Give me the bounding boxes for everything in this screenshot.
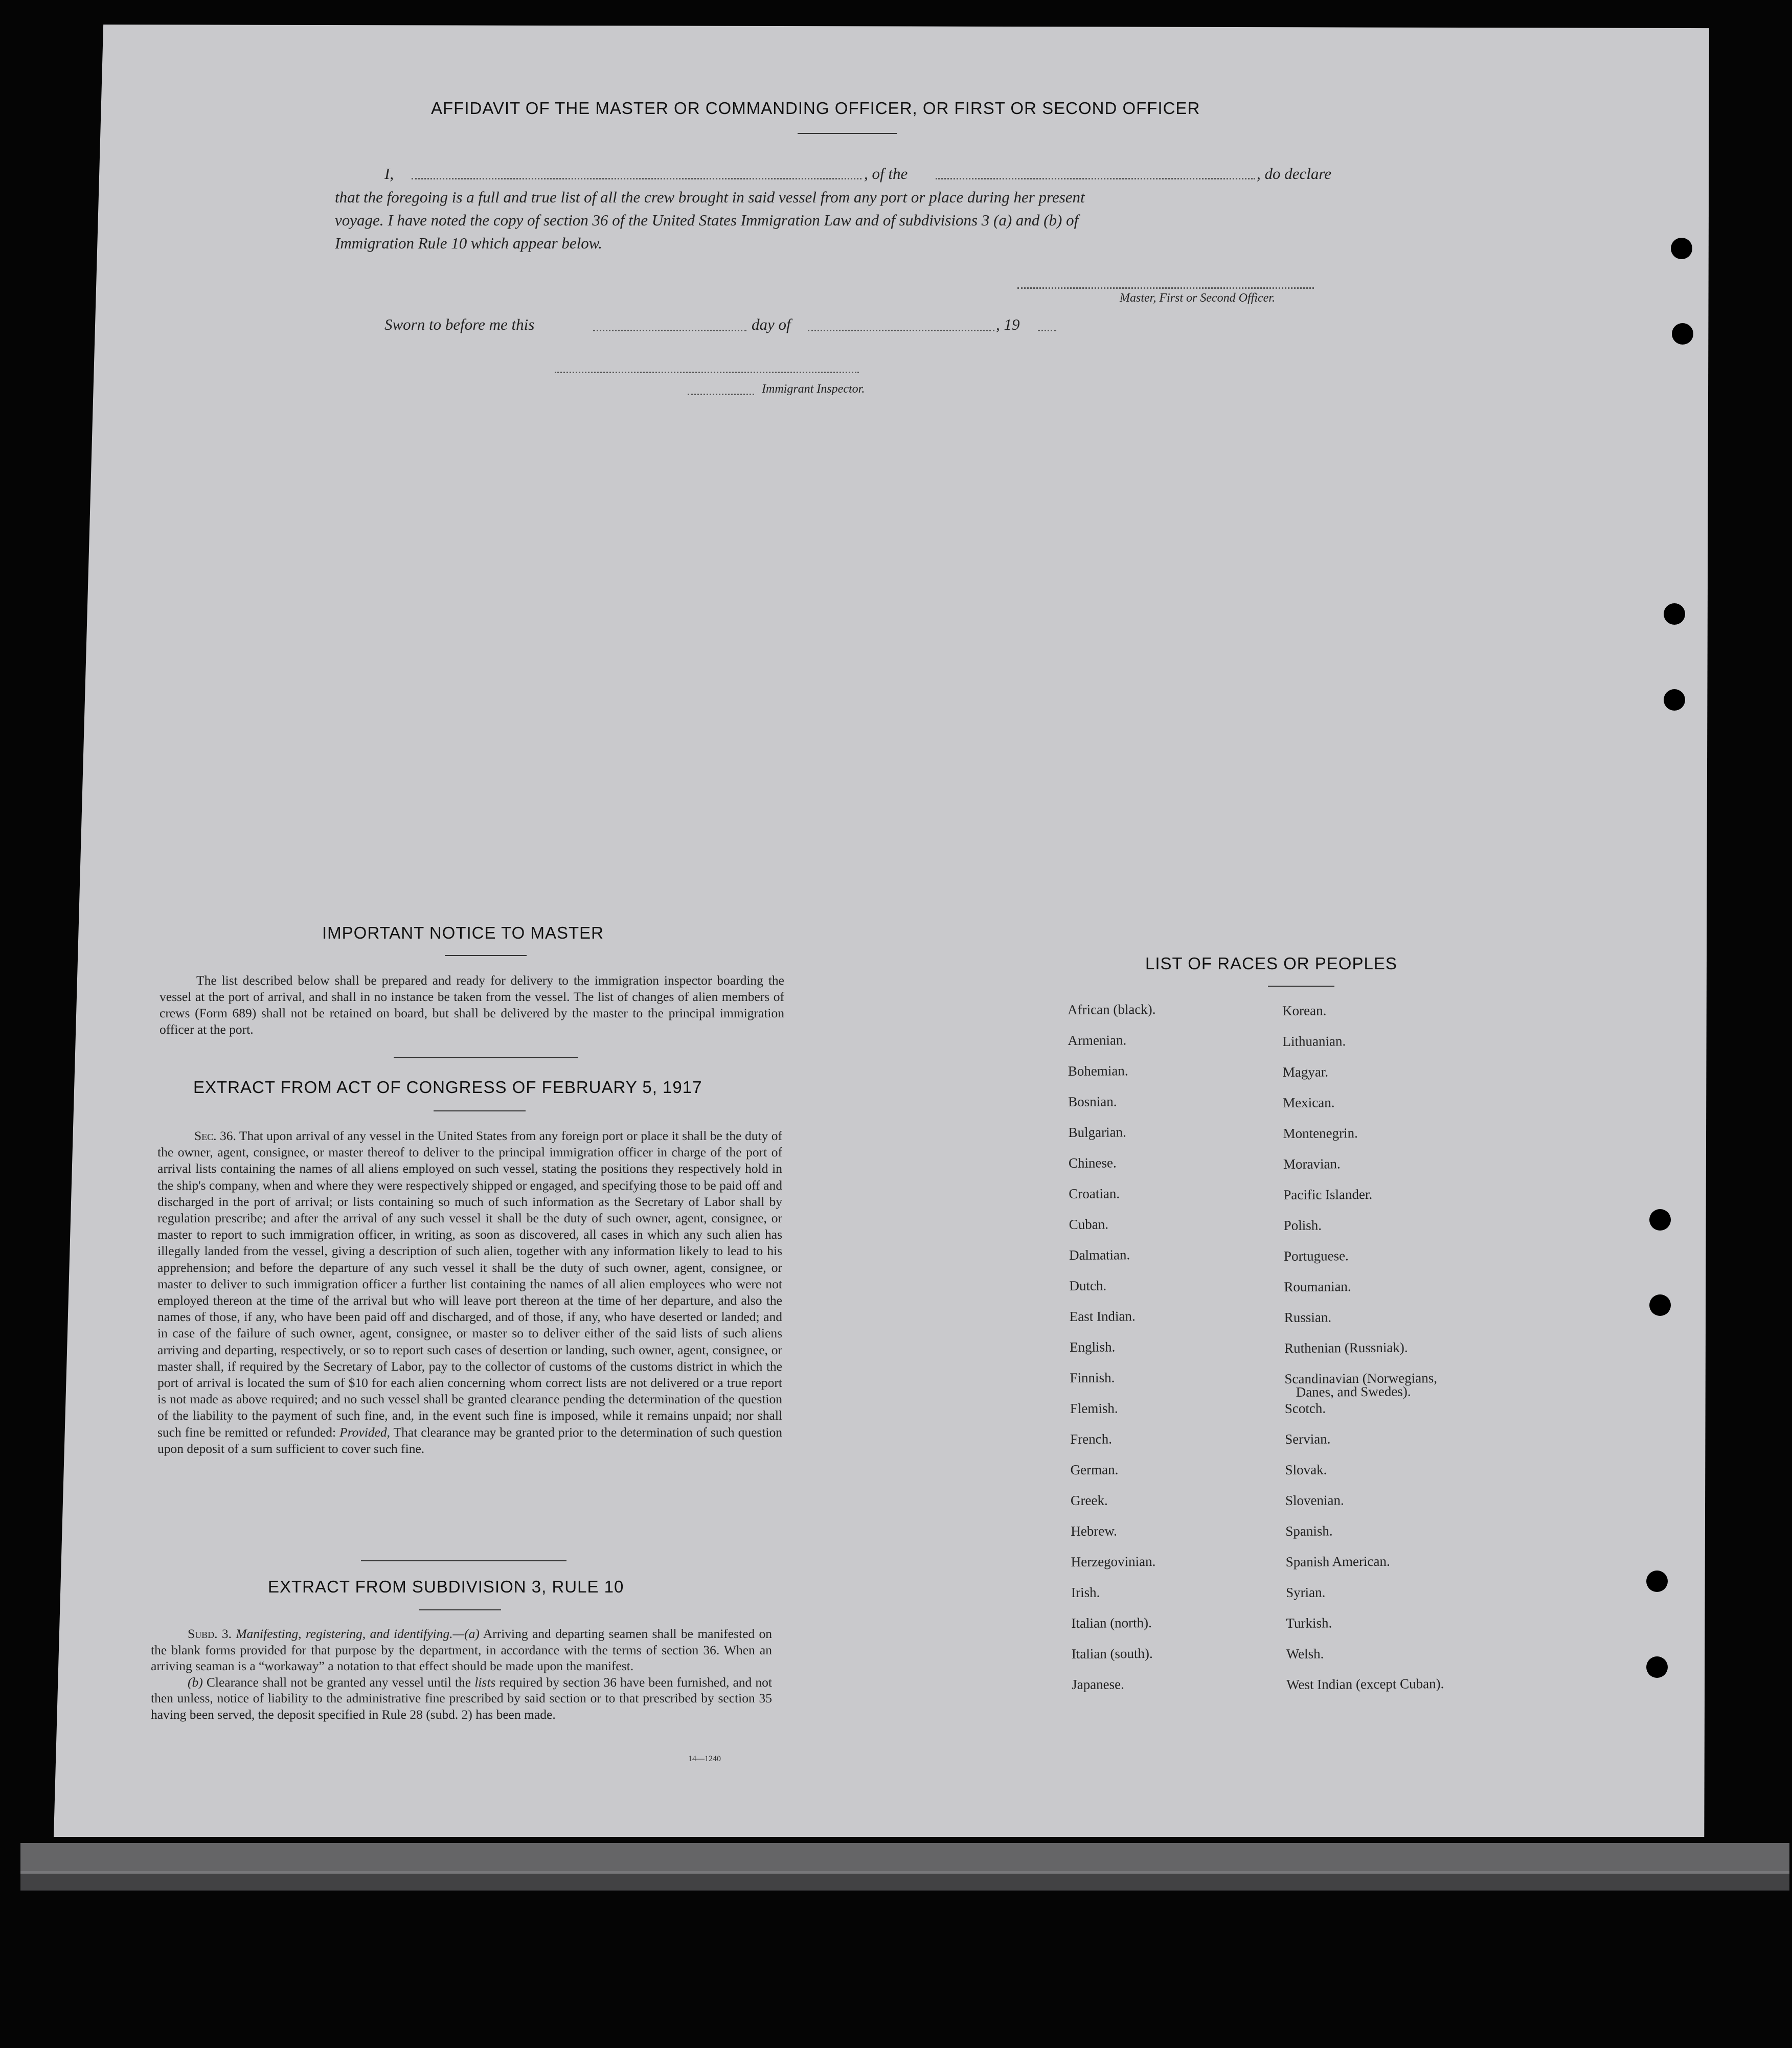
- act-text: [157, 1128, 782, 1457]
- race-item: Spanish American.: [1285, 1553, 1390, 1569]
- affidavit-line-3: voyage. I have noted the copy of section 36 of the United States Immigration Law and of subdivisions 3 (a) and (b) of: [335, 211, 1079, 229]
- punch-hole: [1664, 603, 1685, 625]
- race-item: Syrian.: [1285, 1584, 1326, 1600]
- rule-b-label: (b): [188, 1674, 203, 1690]
- act-provided: Provided,: [339, 1424, 391, 1440]
- affidavit-title: AFFIDAVIT OF THE MASTER OR COMMANDING OFFICER, OR FIRST OR SECOND OFFICER: [431, 99, 1200, 118]
- document-page: [54, 25, 1709, 1837]
- master-label: Master, First or Second Officer.: [1120, 291, 1275, 305]
- race-item: East Indian.: [1069, 1308, 1136, 1324]
- race-item: Scandinavian (Norwegians,: [1284, 1370, 1437, 1386]
- race-item: Italian (south).: [1071, 1646, 1153, 1662]
- punch-hole: [1672, 323, 1693, 345]
- act-body: That upon arrival of any vessel in the United States from any foreign port or place it shall be the duty of the owner, agent, consignee, or master thereof to deliver to the principal immigration officer in charge of the port of arrival lists containing the names of all aliens employed on such vessel, stating the positions they respectively hold in the ship's company, when and where they were respectively shipped or engaged, and specifying those to be paid off and discharged in the port of arrival; or lists containing so much of such information as the Secretary of Labor shall by regulation prescribe; and after the arrival of any such vessel it shall be the duty of such owner, agent, consignee, or master to report to such immigration officer, in writing, as soon as discovered, all cases in which any such alien has illegally landed from the vessel, giving a description of such alien, together with any information likely to lead to his apprehension; and before the departure of any such vessel it shall be the duty of such owner, agent, consignee, or master to deliver to such immigration officer a further list containing the names of all alien employees who were not employed thereon at the time of the arrival but who will leave port thereon at the time of her departure, and also the names of those, if any, who have been paid off and discharged, and of those, if any, who have deserted or landed; and in case of the failure of such owner, agent, consignee, or master so to deliver either of the said lists of such aliens arriving and departing, respectively, or so to report such cases of desertion or landing, such owner, agent, consignee, or master shall, if required by the Secretary of Labor, pay to the collector of customs of the customs district in which the port of arrival is located the sum of $10 for each alien concerning whom correct lists are not delivered or a true report is not made as above required; and no such vessel shall be granted clearance pending the determination of the question of the liability to the payment of such fine, and, in the event such fine is imposed, while it remains unpaid; nor shall such fine be remitted or refunded:: [157, 1128, 782, 1440]
- rule-subd-label: Subd. 3.: [188, 1626, 232, 1641]
- day-blank: [593, 330, 746, 331]
- race-item: Hebrew.: [1071, 1523, 1117, 1539]
- race-item: Japanese.: [1072, 1676, 1124, 1692]
- rule-a-label: —(a): [452, 1626, 480, 1641]
- divider: [361, 1560, 566, 1561]
- notice-title: IMPORTANT NOTICE TO MASTER: [322, 923, 604, 942]
- inspector-signature-blank: [555, 372, 859, 373]
- race-item: Lithuanian.: [1282, 1033, 1346, 1049]
- affidavit-i: I,: [384, 165, 394, 183]
- rule-b-text-1: Clearance shall not be granted any vessel until the: [206, 1674, 471, 1690]
- affidavit-declare: , do declare: [1257, 165, 1332, 183]
- race-item: Servian.: [1285, 1431, 1331, 1447]
- act-section-label: Sec. 36.: [194, 1128, 236, 1143]
- month-blank: [808, 330, 994, 331]
- form-number: 14—1240: [688, 1755, 721, 1763]
- race-item: Polish.: [1283, 1217, 1322, 1233]
- race-item: Montenegrin.: [1283, 1125, 1358, 1141]
- inspector-label: Immigrant Inspector.: [762, 382, 865, 396]
- race-item: Ruthenian (Russniak).: [1284, 1339, 1408, 1356]
- punch-hole: [1664, 689, 1685, 711]
- race-item: Dalmatian.: [1069, 1247, 1130, 1263]
- rule-b-lists: lists: [474, 1674, 496, 1690]
- rule-text: [151, 1626, 772, 1722]
- races-right-column: [1282, 1002, 1444, 1708]
- race-item: Danes, and Swedes).: [1296, 1383, 1411, 1400]
- races-title: LIST OF RACES OR PEOPLES: [1145, 954, 1397, 973]
- race-item: Finnish.: [1070, 1370, 1115, 1385]
- affidavit-of-the: , of the: [864, 165, 908, 183]
- affidavit-line-2: that the foregoing is a full and true list of all the crew brought in said vessel from any port or place during her present: [335, 188, 1085, 206]
- under-page-edge: [20, 1843, 1789, 1874]
- rule-a-text: Arriving and departing seamen shall be manifested on the blank forms provided for that purpose by the department, in accordance with the terms of section 36. When an arriving seaman is a “workaway” a notation to that effect should be made upon the manifest.: [151, 1626, 772, 1673]
- race-item: Pacific Islander.: [1283, 1186, 1373, 1202]
- divider: [445, 955, 527, 956]
- race-item: Italian (north).: [1071, 1615, 1152, 1631]
- race-item: Magyar.: [1282, 1064, 1329, 1080]
- divider: [434, 1110, 526, 1111]
- signature-blank: [1017, 287, 1314, 289]
- vessel-blank: [936, 178, 1255, 179]
- divider: [1268, 986, 1334, 987]
- punch-hole: [1646, 1571, 1668, 1592]
- race-item: Portuguese.: [1283, 1248, 1349, 1264]
- race-item: Moravian.: [1283, 1156, 1341, 1172]
- race-item: African (black).: [1068, 1001, 1156, 1017]
- punch-hole: [1671, 238, 1692, 259]
- race-item: Croatian.: [1069, 1186, 1120, 1201]
- race-item: Scotch.: [1284, 1400, 1326, 1416]
- race-item: Bosnian.: [1068, 1094, 1117, 1109]
- affidavit-line-4: Immigration Rule 10 which appear below.: [335, 234, 602, 252]
- race-item: German.: [1070, 1462, 1119, 1477]
- race-item: Spanish.: [1285, 1523, 1333, 1539]
- name-blank: [412, 178, 861, 179]
- race-item: Greek.: [1070, 1492, 1108, 1508]
- race-item: Slovak.: [1285, 1462, 1327, 1477]
- race-item: Welsh.: [1286, 1646, 1324, 1662]
- inspector-blank-short: [688, 394, 754, 395]
- races-left-column: [1068, 1002, 1160, 1708]
- punch-hole: [1646, 1656, 1668, 1678]
- punch-hole: [1649, 1209, 1671, 1231]
- rule-b-text-2: required by section 36 have been furnished, and not then unless, notice of liability to the administrative fine prescribed by said section or to that prescribed by section 35 having been served, the deposit specified in Rule 28 (subd. 2) has been made.: [151, 1674, 773, 1722]
- race-item: Armenian.: [1068, 1032, 1127, 1048]
- race-item: Flemish.: [1070, 1400, 1118, 1416]
- sworn-text: Sworn to before me this: [384, 315, 535, 333]
- race-item: Herzegovinian.: [1071, 1553, 1156, 1569]
- act-body-end: That clearance may be granted prior to the determination of such question upon deposit of a sum sufficient to cover such fine.: [157, 1424, 783, 1456]
- notice-text: The list described below shall be prepared and ready for delivery to the immigration inspector boarding the vessel at the port of arrival, and shall in no instance be taken from the vessel. The list of changes of alien members of crews (Form 689) shall not be retained on board, but shall be delivered by the master to the principal immigration officer at the port.: [160, 973, 784, 1037]
- race-item: Bulgarian.: [1068, 1124, 1126, 1140]
- rule-subd-title: Manifesting, registering, and identifying.: [236, 1626, 453, 1641]
- race-item: Dutch.: [1069, 1278, 1107, 1293]
- race-item: Bohemian.: [1068, 1063, 1128, 1079]
- race-item: English.: [1070, 1339, 1116, 1355]
- divider: [419, 1609, 501, 1610]
- act-title: EXTRACT FROM ACT OF CONGRESS OF FEBRUARY 5, 1917: [193, 1078, 702, 1097]
- race-item: Chinese.: [1068, 1155, 1117, 1171]
- race-item: Russian.: [1284, 1309, 1332, 1325]
- year-blank: [1038, 330, 1056, 331]
- race-item: Mexican.: [1283, 1095, 1335, 1110]
- under-page-edge-2: [20, 1871, 1789, 1891]
- race-item: Roumanian.: [1284, 1279, 1351, 1294]
- divider: [798, 133, 897, 134]
- race-item: West Indian (except Cuban).: [1286, 1676, 1444, 1692]
- race-item: French.: [1070, 1431, 1113, 1447]
- race-item: Turkish.: [1286, 1615, 1332, 1631]
- race-item: Slovenian.: [1285, 1492, 1344, 1508]
- day-of-text: day of: [752, 315, 791, 333]
- race-item: Korean.: [1282, 1003, 1327, 1018]
- punch-hole: [1649, 1294, 1671, 1316]
- race-item: Cuban.: [1069, 1216, 1108, 1232]
- divider: [394, 1057, 578, 1058]
- race-item: Irish.: [1071, 1584, 1100, 1600]
- rule-title: EXTRACT FROM SUBDIVISION 3, RULE 10: [268, 1577, 624, 1596]
- year-prefix: , 19: [996, 315, 1020, 333]
